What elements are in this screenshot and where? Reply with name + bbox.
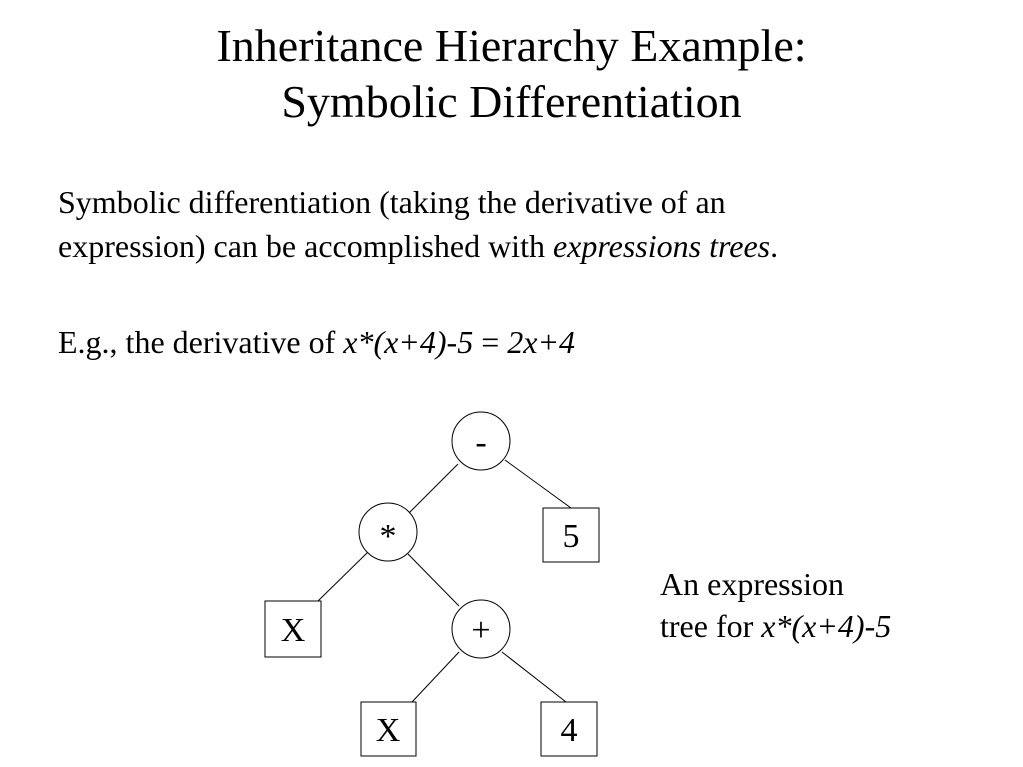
node-plus — [452, 600, 510, 658]
caption-prefix: tree for — [660, 608, 762, 644]
node-times — [359, 503, 417, 561]
caption-line-2 — [660, 605, 891, 647]
example-prefix: E.g., the derivative of — [58, 324, 344, 360]
example-expression: x*(x+4)-5 — [343, 324, 474, 360]
slide-title-line-1: Inheritance Hierarchy Example: — [216, 20, 807, 71]
node-minus-label: - — [475, 424, 487, 461]
node-x-bottom-label: X — [375, 712, 401, 749]
node-times-label: * — [379, 518, 397, 555]
intro-emphasis: expressions trees — [552, 228, 771, 264]
node-minus — [452, 412, 510, 470]
node-five — [543, 508, 599, 562]
node-x-left-label: X — [280, 612, 306, 649]
node-four-label: 4 — [560, 712, 578, 749]
intro-line-2-text: expression) can be accomplished with — [58, 228, 553, 264]
example-result: 2x+4 — [507, 324, 576, 360]
node-x-bottom — [361, 702, 416, 756]
slide-title-line-2: Symbolic Differentiation — [281, 76, 742, 127]
intro-period: . — [770, 228, 779, 264]
caption-expression: x*(x+4)-5 — [761, 608, 892, 644]
edge-minus-five — [505, 460, 571, 508]
edge-plus-x — [412, 652, 459, 702]
edge-minus-times — [409, 464, 458, 513]
edge-times-x — [318, 552, 368, 601]
node-x-left — [265, 601, 321, 657]
example-equals: = — [473, 324, 508, 360]
caption-line-1: An expression — [660, 566, 844, 602]
node-four — [541, 702, 597, 756]
node-plus-label: + — [471, 612, 491, 649]
intro-line-1: Symbolic differentiation (taking the derivative of an — [58, 184, 726, 220]
edge-plus-four — [502, 652, 566, 702]
edge-times-plus — [408, 554, 459, 606]
tree-caption — [660, 563, 891, 647]
node-five-label: 5 — [562, 518, 580, 555]
